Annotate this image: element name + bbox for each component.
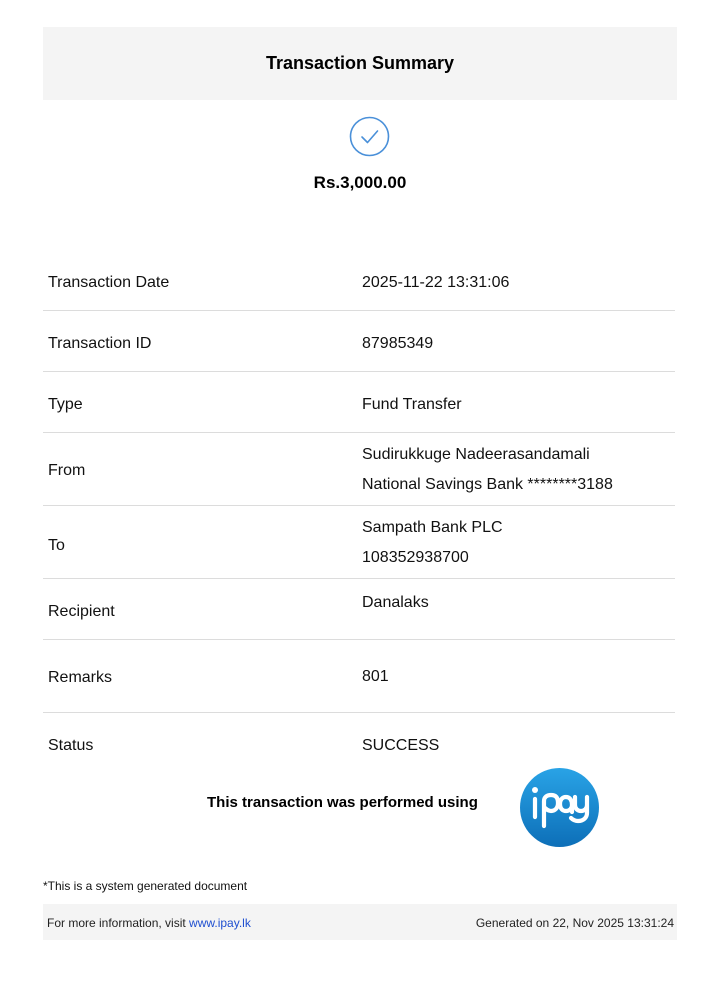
remarks-value: 801 — [362, 668, 389, 685]
to-value — [362, 513, 503, 573]
generated-timestamp: Generated on 22, Nov 2025 13:31:24 — [475, 916, 674, 930]
from-label: From — [48, 462, 86, 479]
ipay-logo — [520, 768, 599, 847]
table-row — [43, 713, 675, 763]
more-info-text — [47, 916, 251, 930]
table-row — [43, 640, 675, 713]
performed-using-text: This transaction was performed using — [207, 794, 478, 811]
more-info-prefix: For more information, visit — [47, 916, 190, 930]
type-value: Fund Transfer — [362, 396, 462, 413]
from-name: Sudirukkuge Nadeerasandamali — [362, 446, 590, 463]
table-row — [43, 372, 675, 433]
summary-header — [43, 27, 677, 100]
check-circle-icon — [349, 116, 390, 157]
type-label: Type — [48, 396, 83, 413]
table-row — [43, 579, 675, 640]
from-value — [362, 440, 613, 500]
transaction-id-label: Transaction ID — [48, 335, 152, 352]
ipay-website-link[interactable]: www.ipay.lk — [189, 916, 251, 930]
transaction-date-label: Transaction Date — [48, 274, 170, 291]
system-generated-note: *This is a system generated document — [43, 879, 248, 893]
table-row — [43, 311, 675, 372]
page-title: Transaction Summary — [265, 53, 455, 73]
from-account: National Savings Bank ********3188 — [362, 476, 613, 493]
table-row — [43, 250, 675, 311]
transaction-date-value: 2025-11-22 13:31:06 — [362, 274, 510, 291]
footer — [43, 904, 677, 940]
recipient-label: Recipient — [48, 603, 115, 620]
to-account: 108352938700 — [362, 549, 469, 566]
table-row — [43, 506, 675, 579]
to-label: To — [48, 537, 65, 554]
transaction-amount: Rs.3,000.00 — [313, 173, 407, 192]
to-bank: Sampath Bank PLC — [362, 519, 503, 536]
transaction-id-value: 87985349 — [362, 335, 434, 352]
status-label: Status — [48, 737, 94, 754]
status-value: SUCCESS — [362, 737, 440, 754]
remarks-label: Remarks — [48, 669, 113, 686]
table-row — [43, 433, 675, 506]
details-table — [43, 250, 675, 763]
recipient-value: Danalaks — [362, 594, 429, 611]
